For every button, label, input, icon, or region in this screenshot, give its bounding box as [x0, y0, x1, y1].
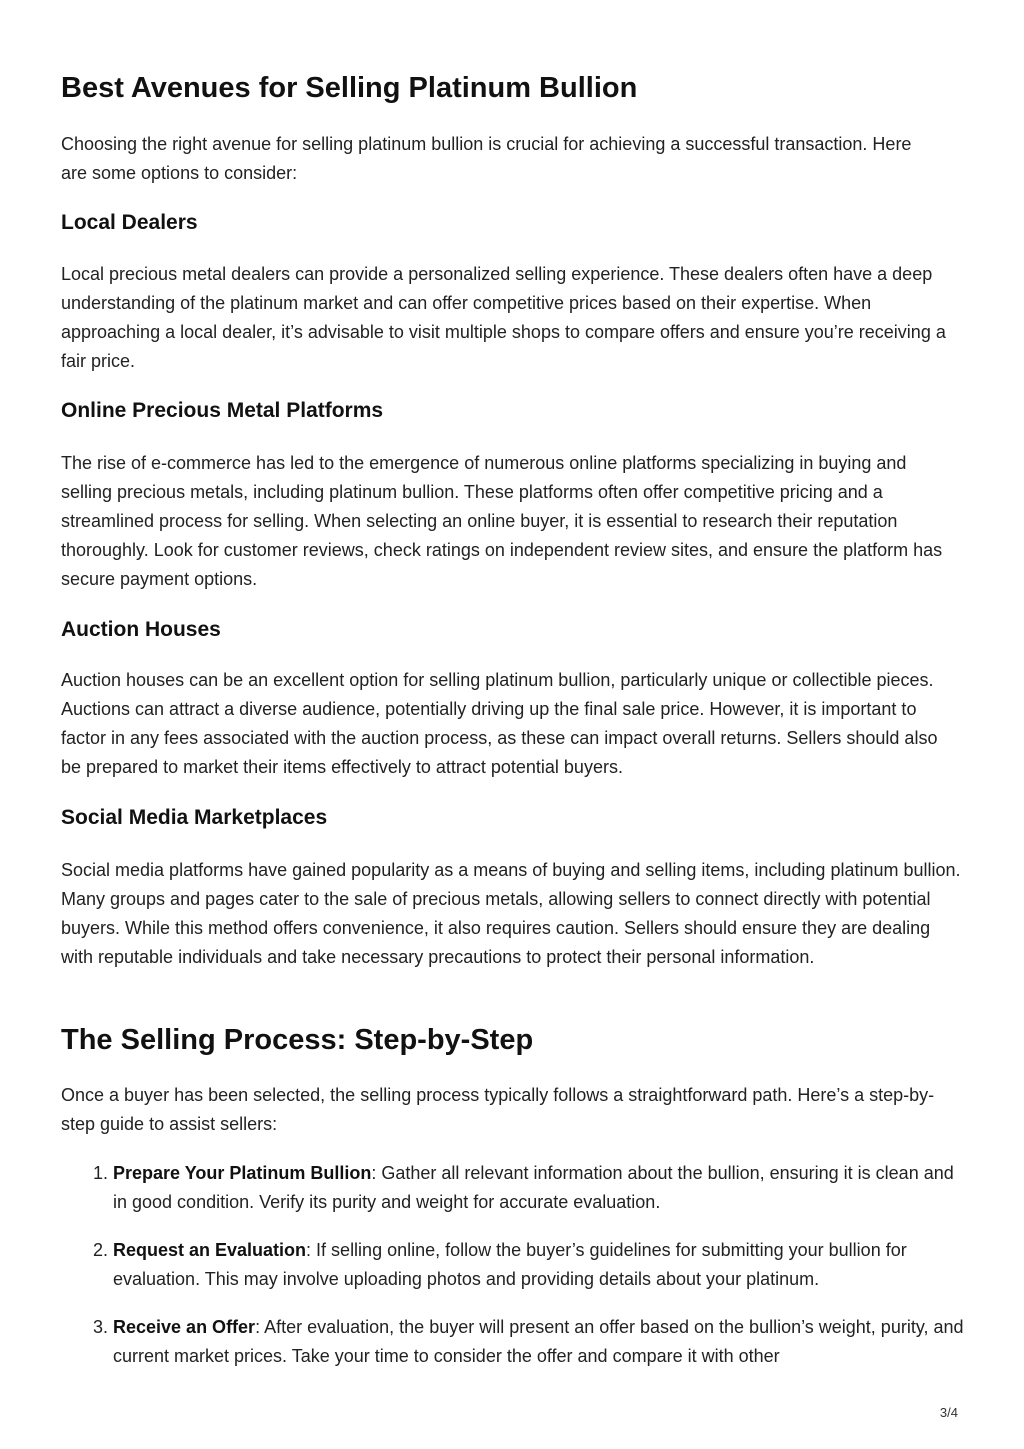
step-label: Receive an Offer — [113, 1317, 256, 1337]
list-item — [113, 1313, 966, 1371]
step-label: Request an Evaluation — [113, 1240, 307, 1260]
list-item — [113, 1236, 966, 1294]
step-text: : Gather all relevant information about the bullion, ensuring it is clean and in good condition. Verify its purity and weight for accurate evaluation. — [113, 1163, 954, 1212]
subsection-title-auction-houses: Auction Houses — [61, 618, 221, 641]
process-steps-list — [61, 1159, 966, 1390]
section-title-avenues: Best Avenues for Selling Platinum Bullion — [61, 72, 638, 104]
subsection-title-local-dealers: Local Dealers — [61, 211, 198, 234]
online-platforms-body: The rise of e-commerce has led to the emergence of numerous online platforms specializing in buying and selling precious metals, including platinum bullion. These platforms often offer competitive pricing and a streamlined process for selling. When selecting an online buyer, it is essential to research their reputation thoroughly. Look for customer reviews, check ratings on independent review sites, and ensure the platform has secure payment options. — [61, 453, 943, 589]
avenues-intro: Choosing the right avenue for selling platinum bullion is crucial for achieving a successful transaction. Here are some options to consider: — [61, 134, 912, 183]
subsection-title-social-media: Social Media Marketplaces — [61, 806, 328, 829]
page-number: 3/4 — [939, 1405, 958, 1420]
list-item — [113, 1159, 966, 1217]
section-title-process: The Selling Process: Step-by-Step — [61, 1024, 534, 1056]
step-text: : After evaluation, the buyer will present an offer based on the bullion’s weight, purity, and current market prices. Take your time to consider the offer and compare it with other — [113, 1317, 964, 1366]
process-intro: Once a buyer has been selected, the selling process typically follows a straightforward path. Here’s a step-by-step guide to assist sellers: — [61, 1085, 935, 1134]
step-text: : If selling online, follow the buyer’s guidelines for submitting your bullion for evaluation. This may involve uploading photos and providing details about your platinum. — [113, 1240, 907, 1289]
local-dealers-body: Local precious metal dealers can provide a personalized selling experience. These dealers often have a deep understanding of the platinum market and can offer competitive prices based on their expertise. When approaching a local dealer, it’s advisable to visit multiple shops to compare offers and ensure you’re receiving a fair price. — [61, 264, 946, 371]
social-media-body: Social media platforms have gained popularity as a means of buying and selling items, including platinum bullion. Many groups and pages cater to the sale of precious metals, allowing sellers to connect directly with potential buyers. While this method offers convenience, it also requires caution. Sellers should ensure they are dealing with reputable individuals and take necessary precautions to protect their personal information. — [61, 860, 961, 967]
step-label: Prepare Your Platinum Bullion — [113, 1163, 372, 1183]
subsection-title-online-platforms: Online Precious Metal Platforms — [61, 399, 384, 422]
auction-houses-body: Auction houses can be an excellent option for selling platinum bullion, particularly unique or collectible pieces. Auctions can attract a diverse audience, potentially driving up the final sale price. However, it is important to factor in any fees associated with the auction process, as these can impact overall returns. Sellers should also be prepared to market their items effectively to attract potential buyers. — [61, 670, 938, 777]
